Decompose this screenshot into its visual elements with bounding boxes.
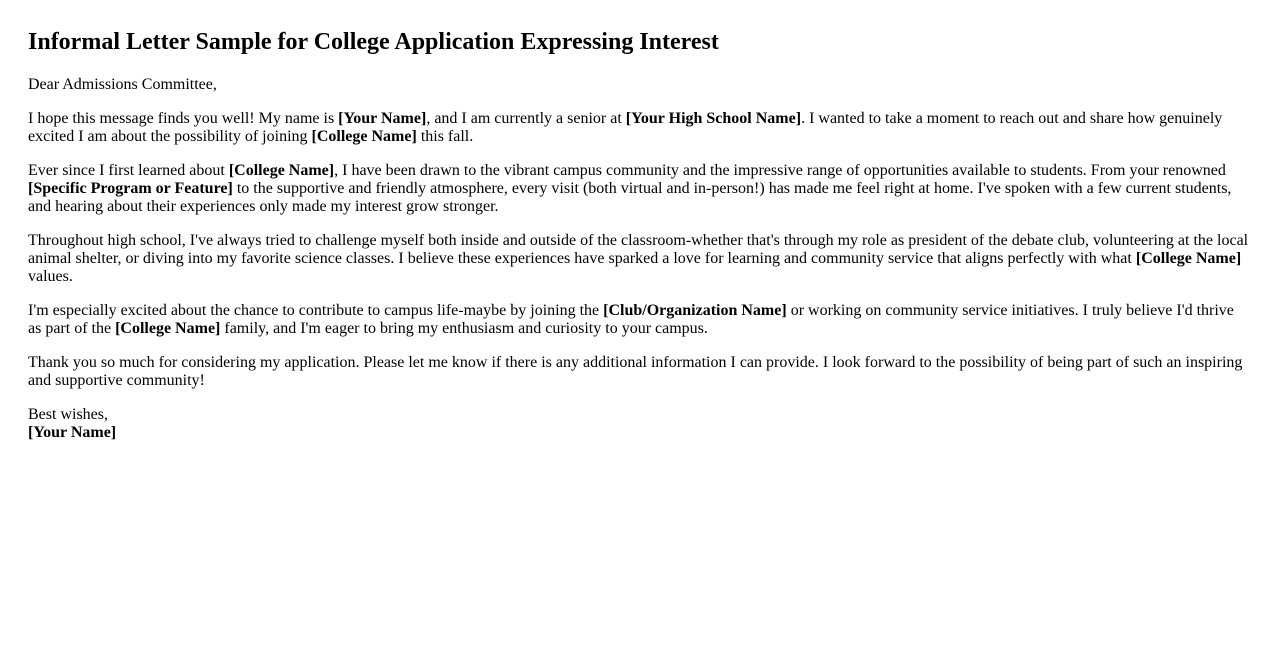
letter-paragraph xyxy=(28,354,1250,390)
placeholder-field: [College Name] xyxy=(1135,250,1242,267)
paragraph-text: family, and I'm eager to bring my enthusiasm and curiosity to your campus. xyxy=(220,320,708,337)
closing-block xyxy=(28,406,1250,442)
letter-body xyxy=(28,110,1250,390)
placeholder-field: [Specific Program or Feature] xyxy=(28,180,233,197)
paragraph-text: Throughout high school, I've always tried to challenge myself both inside and outside of the classroom-whether that's through my role as president of the debate club, volunteering at the local animal shelter, or diving into my favorite science classes. I believe these experiences have sparked a love for learning and community service that aligns perfectly with what xyxy=(28,232,1249,267)
placeholder-field: [College Name] xyxy=(228,162,335,179)
letter-paragraph xyxy=(28,302,1250,338)
paragraph-text: values. xyxy=(28,268,73,285)
paragraph-text: , I have been drawn to the vibrant campus community and the impressive range of opportunities available to students. From your renowned xyxy=(334,162,1226,179)
paragraph-text: this fall. xyxy=(416,128,474,145)
placeholder-field: [Club/Organization Name] xyxy=(603,302,787,319)
letter-paragraph xyxy=(28,232,1250,286)
paragraph-text: I'm especially excited about the chance to contribute to campus life-maybe by joining the xyxy=(28,302,604,319)
paragraph-text: . I wanted to take a moment to reach out and share how genuinely excited I am about the possibility of joining xyxy=(28,110,1223,145)
salutation: Dear Admissions Committee, xyxy=(28,76,217,93)
page-title: Informal Letter Sample for College Application Expressing Interest xyxy=(28,29,719,55)
letter-paragraph xyxy=(28,162,1250,216)
placeholder-field: [College Name] xyxy=(115,320,221,337)
paragraph-text: Thank you so much for considering my application. Please let me know if there is any additional information I can provide. I look forward to the possibility of being part of such an inspiring and supportive community! xyxy=(28,354,1243,389)
paragraph-text: I hope this message finds you well! My name is xyxy=(28,110,339,127)
closing: Best wishes, xyxy=(28,406,108,423)
placeholder-field: [Your High School Name] xyxy=(625,110,802,127)
paragraph-text: Ever since I first learned about xyxy=(28,162,229,179)
placeholder-field: [College Name] xyxy=(311,128,417,145)
paragraph-text: or working on community service initiatives. I truly believe I'd thrive as part of the xyxy=(28,302,1234,337)
paragraph-text: , and I am currently a senior at xyxy=(426,110,626,127)
letter-paragraph xyxy=(28,110,1250,146)
placeholder-field: [Your Name] xyxy=(338,110,427,127)
signature: [Your Name] xyxy=(28,424,117,441)
paragraph-text: to the supportive and friendly atmosphere, every visit (both virtual and in-person!) has made me feel right at home. I've spoken with a few current students, and hearing about their experiences only made my interest grow stronger. xyxy=(28,180,1232,215)
